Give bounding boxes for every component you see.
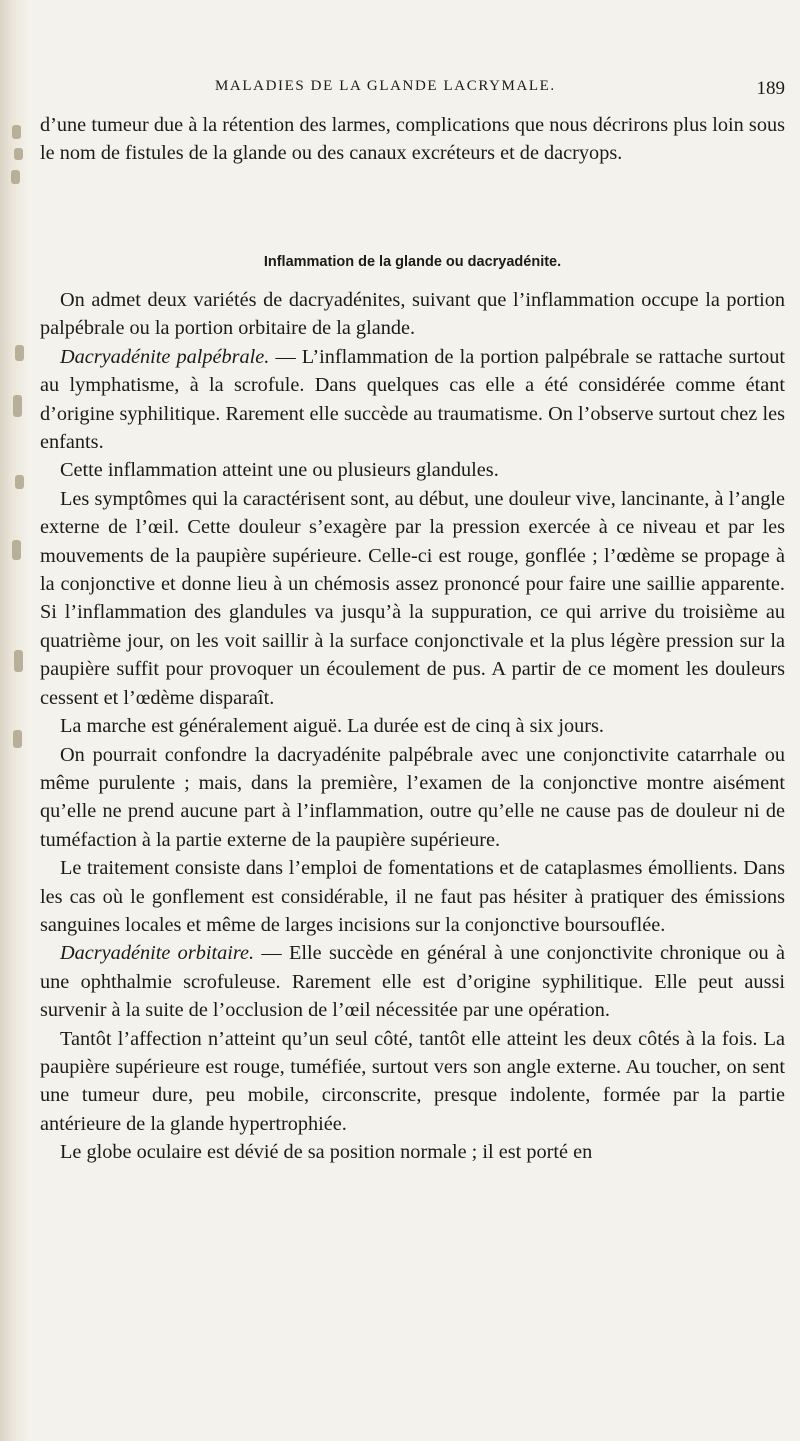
paragraph-text: La marche est généralement aiguë. La durée est de cinq à six jours.: [60, 715, 604, 738]
body-text: [40, 286, 785, 1167]
paragraph-text: Le globe oculaire est dévié de sa position normale ; il est porté en: [60, 1141, 593, 1164]
section-heading: Inflammation de la glande ou dacryadénite.: [263, 254, 562, 270]
running-header: [65, 78, 785, 108]
page-number: 189: [756, 78, 785, 99]
paragraph: [40, 485, 785, 712]
paragraph-lead: Dacryadénite orbitaire.: [60, 942, 255, 965]
paragraph: [40, 1025, 785, 1139]
paragraph-text: — Elle succède en général à une conjonctivite chronique ou à une ophthalmie scrofuleuse. Rarement elle est d’origine syphilitique. Elle peut aussi survenir à la suite de l’occlusion de l’œil nécessitée par une opération.: [40, 942, 785, 1022]
paragraph: [40, 712, 785, 740]
paragraph: [40, 1138, 785, 1166]
paragraph: [40, 343, 785, 457]
paragraph-text: Le traitement consiste dans l’emploi de fomentations et de cataplasmes émollients. Dans les cas où le gonflement est considérable, il ne faut pas hésiter à pratiquer des émissions sanguines locales et même de larges incisions sur la conjonctive boursouflée.: [40, 857, 785, 936]
paragraph-text: Tantôt l’affection n’atteint qu’un seul côté, tantôt elle atteint les deux côtés à la fois. La paupière supérieure est rouge, tuméfiée, surtout vers son angle externe. Au toucher, on sent une tumeur dure, peu mobile, circonscrite, presque indolente, formée par la partie antérieure de la glande hypertrophiée.: [40, 1027, 785, 1135]
paragraph-text: On admet deux variétés de dacryadénites, suivant que l’inflammation occupe la portion palpébrale ou la portion orbitaire de la glande.: [40, 289, 785, 340]
paragraph-text: Les symptômes qui la caractérisent sont, au début, une douleur vive, lancinante, à l’angle externe de l’œil. Cette douleur s’exagère par la pression exercée à ce niveau et par les mouvements de la paupière supérieure. Celle-ci est rouge, gonflée ; l’œdème se propage à la conjonctive et donne lieu à un chémosis assez prononcé pour faire une saillie apparente. Si l’inflammation des glandules va jusqu’à la suppuration, ce qui arrive du troisième au quatrième jour, on les voit saillir à la surface conjonctivale et la plus légère pression sur la paupière suffit pour provoquer un écoulement de pus. A partir de ce moment les douleurs cessent et l’œdème disparaît.: [40, 487, 785, 709]
paragraph-text: On pourrait confondre la dacryadénite palpébrale avec une conjonctivite catarrhale ou même purulente ; mais, dans la première, l’examen de la conjonctive montre aisément qu’elle ne prend aucune part à l’inflammation, outre qu’elle ne cause pas de douleur ni de tuméfaction à la partie externe de la paupière supérieure.: [40, 743, 785, 851]
paragraph-lead: Dacryadénite palpébrale.: [60, 345, 270, 368]
page-binding-edge: [0, 0, 30, 1441]
paragraph: [40, 939, 785, 1024]
paragraph-text: — L’inflammation de la portion palpébrale se rattache surtout au lymphatisme, à la scrofule. Dans quelques cas elle a été considérée comme étant d’origine syphilitique. Rarement elle succède au traumatisme. On l’observe surtout chez les enfants.: [40, 345, 786, 454]
running-title: MALADIES DE LA GLANDE LACRYMALE.: [215, 78, 556, 94]
paragraph: [40, 741, 785, 855]
paragraph: [40, 456, 785, 484]
paragraph: [40, 286, 785, 343]
intro-paragraph: d’une tumeur due à la rétention des larmes, complications que nous décrirons plus loin sous le nom de fistules de la glande ou des canaux excréteurs et de dacryops.: [40, 114, 785, 165]
paragraph-text: Cette inflammation atteint une ou plusieurs glandules.: [60, 459, 499, 482]
paragraph: [40, 854, 785, 939]
intro-block: [40, 111, 785, 168]
